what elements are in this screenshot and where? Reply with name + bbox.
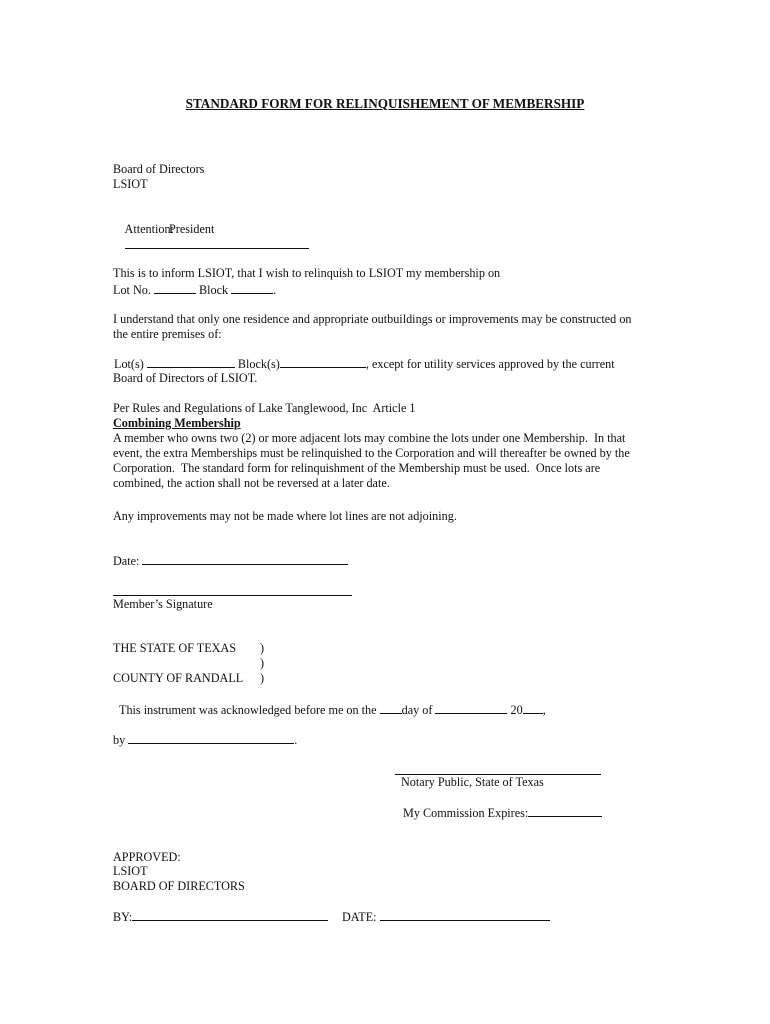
- by-row: [113, 732, 297, 748]
- signature-line[interactable]: [113, 595, 352, 596]
- commission-field[interactable]: [528, 805, 602, 817]
- improvements-text: Any improvements may not be made where lot lines are not adjoining.: [113, 509, 457, 523]
- venue-paren-1: ): [260, 641, 265, 655]
- understand-text-2: the entire premises of:: [113, 327, 222, 341]
- acknowledgment-text: This instrument was acknowledged before me on the: [119, 703, 377, 717]
- addressee-org: LSIOT: [113, 177, 148, 191]
- approved-org: LSIOT: [113, 864, 148, 878]
- block-label: Block: [199, 283, 229, 297]
- rules-paragraph-3: Corporation. The standard form for relinquishment of the Membership must be used. Once lots are: [113, 461, 601, 475]
- lot-block-row: [113, 282, 276, 298]
- by-period: .: [294, 733, 298, 747]
- date-label: Date:: [113, 554, 140, 568]
- attention-label: Attention:: [124, 222, 174, 236]
- intro-text: This is to inform LSIOT, that I wish to relinquish to LSIOT my membership on: [113, 266, 501, 280]
- year-prefix-label: 20: [510, 703, 523, 717]
- lots-blocks-row: [114, 356, 615, 372]
- lots-suffix: , except for utility services approved by the current: [365, 357, 615, 371]
- rules-paragraph-4: combined, the action shall not be reversed at a later date.: [113, 476, 390, 490]
- notary-label: Notary Public, State of Texas: [401, 775, 544, 789]
- blocks-label: Block(s): [237, 357, 280, 371]
- understand-text-1: I understand that only one residence and appropriate outbuildings or improvements may be constructed on: [113, 312, 632, 326]
- addressee-board: Board of Directors: [113, 162, 205, 176]
- lot-number-field[interactable]: [154, 282, 196, 294]
- approved-by-row: [113, 909, 328, 925]
- by-label: by: [113, 733, 126, 747]
- commission-row: [403, 805, 602, 821]
- acknowledgment-row: [119, 702, 546, 718]
- ack-month-field[interactable]: [435, 702, 507, 714]
- attention-row: [113, 207, 309, 268]
- page-title: STANDARD FORM FOR RELINQUISHEMENT OF MEMBERSHIP: [185, 96, 585, 111]
- lot-block-period: .: [273, 283, 277, 297]
- date-row: [113, 553, 348, 569]
- venue-paren-3: ): [260, 671, 265, 685]
- attention-role: President: [169, 222, 215, 236]
- day-of-label: day of: [401, 703, 433, 717]
- approved-date-row: [342, 909, 550, 925]
- venue-paren-2: ): [260, 656, 265, 670]
- by-field[interactable]: [128, 732, 294, 744]
- commission-label: My Commission Expires:: [403, 806, 529, 820]
- rules-heading: Combining Membership: [113, 416, 241, 430]
- blocks-field[interactable]: [280, 356, 366, 368]
- ack-comma: ,: [542, 703, 546, 717]
- approved-by-field[interactable]: [132, 909, 328, 921]
- block-number-field[interactable]: [231, 282, 273, 294]
- state-label: THE STATE OF TEXAS: [113, 641, 237, 655]
- lots-field[interactable]: [147, 356, 235, 368]
- attention-field[interactable]: [125, 237, 309, 249]
- ack-day-field[interactable]: [380, 702, 402, 714]
- lots-label: Lot(s): [114, 357, 144, 371]
- member-signature-label: Member’s Signature: [113, 597, 213, 611]
- rules-paragraph-2: event, the extra Memberships must be relinquished to the Corporation and will thereafter be owned by the: [113, 446, 630, 460]
- lot-label: Lot No.: [113, 283, 151, 297]
- county-label: COUNTY OF RANDALL: [113, 671, 244, 685]
- approved-label: APPROVED:: [113, 850, 181, 864]
- approved-by-label: BY:: [113, 910, 133, 924]
- approved-board: BOARD OF DIRECTORS: [113, 879, 245, 893]
- date-field[interactable]: [142, 553, 348, 565]
- approved-date-field[interactable]: [380, 909, 550, 921]
- ack-year-field[interactable]: [523, 702, 543, 714]
- rules-paragraph-1: A member who owns two (2) or more adjacent lots may combine the lots under one Membership. In that: [113, 431, 626, 445]
- lots-line-2: Board of Directors of LSIOT.: [113, 371, 258, 385]
- approved-date-label: DATE:: [342, 910, 377, 924]
- rules-reference: Per Rules and Regulations of Lake Tanglewood, Inc Article 1: [113, 401, 416, 415]
